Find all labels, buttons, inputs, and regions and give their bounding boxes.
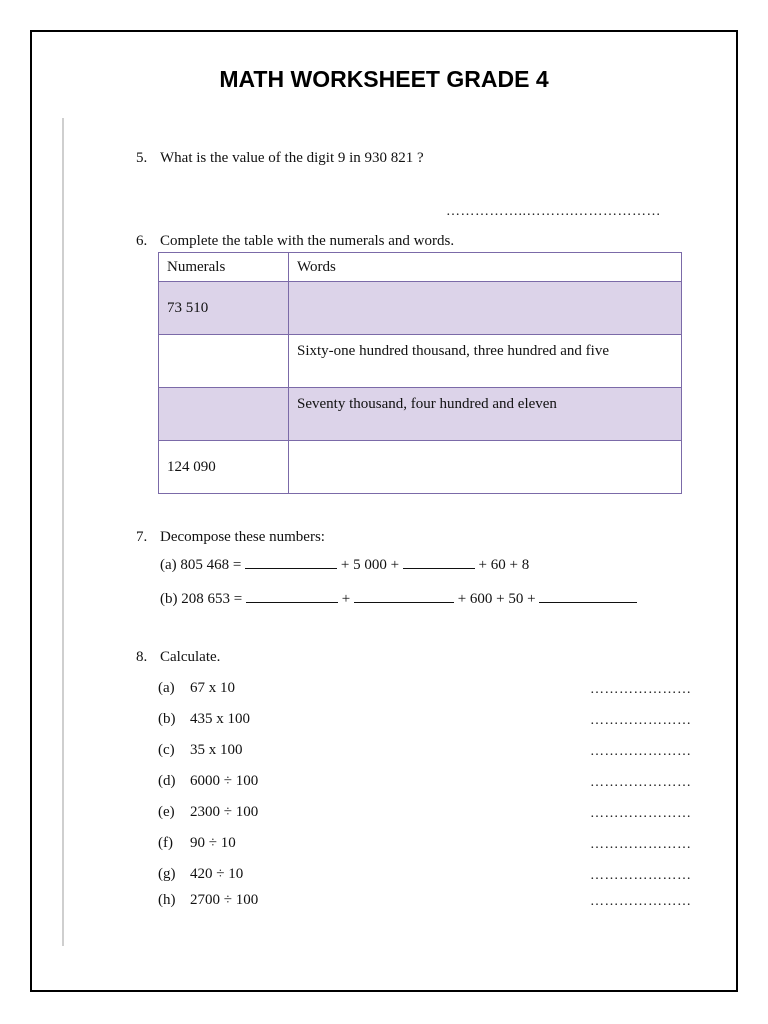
question-6-number: 6. <box>136 233 148 249</box>
calc-expression: 420 ÷ 10 <box>190 866 244 882</box>
question-7a-part-1: + 5 000 + <box>340 557 400 573</box>
table-header-row <box>159 253 682 282</box>
table-cell-words: Seventy thousand, four hundred and eleven <box>289 388 682 441</box>
calc-answer-line[interactable]: ………………… <box>590 713 692 728</box>
question-8-number: 8. <box>136 649 148 665</box>
question-7b-part-2: + 600 + 50 + <box>457 591 536 607</box>
question-7b-part-1: + <box>341 591 351 607</box>
question-5 <box>136 150 424 167</box>
table-cell-numeral: 73 510 <box>159 282 289 335</box>
table-row <box>159 388 682 441</box>
calc-label: (a) <box>158 680 175 696</box>
calc-answer-line[interactable]: ………………… <box>590 837 692 852</box>
table-row <box>159 335 682 388</box>
calc-expression: 435 x 100 <box>190 711 250 727</box>
table-cell-words-blank[interactable] <box>289 441 682 494</box>
question-7b-blank-1[interactable] <box>246 590 338 603</box>
calc-answer-line[interactable]: ………………… <box>590 894 692 909</box>
worksheet-title: MATH WORKSHEET GRADE 4 <box>219 66 549 92</box>
calc-expression: 2700 ÷ 100 <box>190 892 259 908</box>
calc-expression: 67 x 10 <box>190 680 235 696</box>
scan-edge-line <box>62 118 64 946</box>
question-8 <box>136 649 220 666</box>
calc-expression: 35 x 100 <box>190 742 243 758</box>
table-cell-words: Sixty-one hundred thousand, three hundred and five <box>289 335 682 388</box>
question-7a-label: (a) <box>160 557 177 573</box>
question-7b <box>160 590 637 608</box>
question-7a-part-2: + 60 + 8 <box>478 557 530 573</box>
table-cell-numeral-blank[interactable] <box>159 335 289 388</box>
calc-expression: 90 ÷ 10 <box>190 835 236 851</box>
question-5-number: 5. <box>136 150 148 166</box>
table-row <box>159 441 682 494</box>
question-7a <box>160 556 529 574</box>
table-cell-numeral: 124 090 <box>159 441 289 494</box>
question-8-text: Calculate. <box>160 649 221 665</box>
numerals-words-table <box>158 252 682 494</box>
calc-expression: 6000 ÷ 100 <box>190 773 259 789</box>
calc-label: (e) <box>158 804 175 820</box>
question-6-text: Complete the table with the numerals and words. <box>160 233 455 249</box>
question-7-text: Decompose these numbers: <box>160 529 325 545</box>
question-7 <box>136 529 325 546</box>
table-cell-words-blank[interactable] <box>289 282 682 335</box>
calc-label: (b) <box>158 711 176 727</box>
calc-label: (h) <box>158 892 176 908</box>
question-7b-blank-3[interactable] <box>539 590 637 603</box>
question-7b-blank-2[interactable] <box>354 590 454 603</box>
question-7-number: 7. <box>136 529 148 545</box>
question-7a-lhs: 805 468 = <box>180 557 242 573</box>
calc-label: (d) <box>158 773 176 789</box>
table-cell-numeral-blank[interactable] <box>159 388 289 441</box>
calc-answer-line[interactable]: ………………… <box>590 868 692 883</box>
question-7a-blank-1[interactable] <box>245 556 337 569</box>
question-5-answer-line[interactable]: ……………..……….……………… <box>446 204 661 219</box>
calc-expression: 2300 ÷ 100 <box>190 804 259 820</box>
calc-answer-line[interactable]: ………………… <box>590 806 692 821</box>
table-header-words: Words <box>289 253 682 282</box>
question-7a-blank-2[interactable] <box>403 556 475 569</box>
calc-label: (c) <box>158 742 175 758</box>
table-header-numerals: Numerals <box>159 253 289 282</box>
question-5-text: What is the value of the digit 9 in 930 821 ? <box>160 150 424 166</box>
calc-answer-line[interactable]: ………………… <box>590 682 692 697</box>
table-row <box>159 282 682 335</box>
question-7b-lhs: 208 653 = <box>181 591 243 607</box>
calc-answer-line[interactable]: ………………… <box>590 775 692 790</box>
question-7b-label: (b) <box>160 591 178 607</box>
calc-label: (g) <box>158 866 176 882</box>
question-6 <box>136 233 454 250</box>
calc-label: (f) <box>158 835 173 851</box>
calc-answer-line[interactable]: ………………… <box>590 744 692 759</box>
